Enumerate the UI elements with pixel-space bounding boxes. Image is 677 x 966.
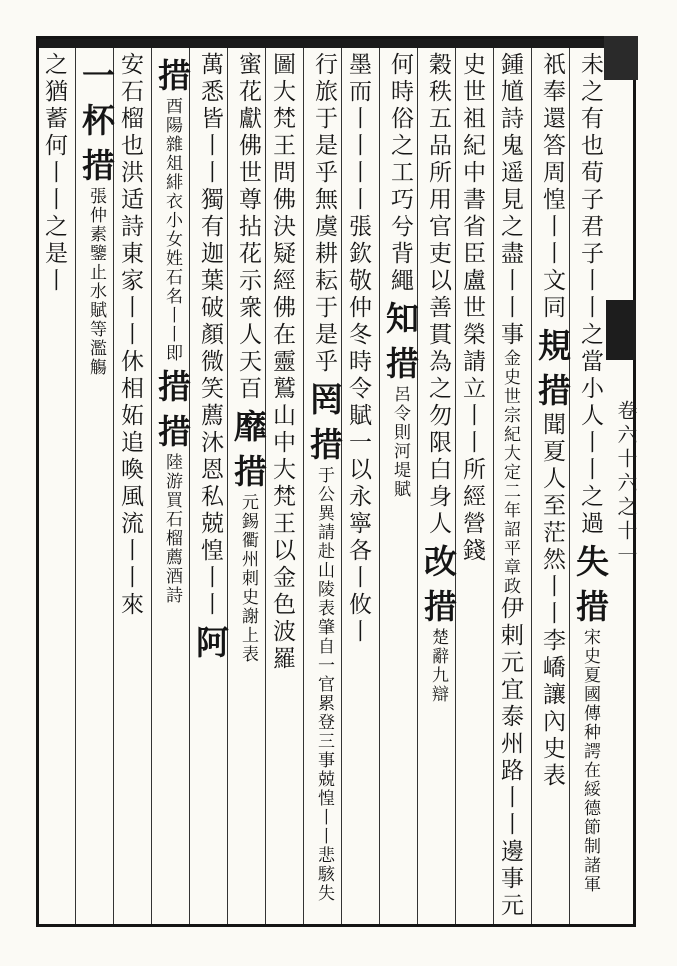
headword-char: 知 [381, 301, 420, 334]
column-text: 鍾馗詩鬼遥見之盡丨丨 [497, 52, 523, 322]
text-column-4 [460, 52, 483, 565]
column-text: 元錫衢州刺史謝上表 [238, 493, 258, 664]
column-divider [303, 48, 304, 924]
column-text: 事 [497, 322, 523, 349]
text-column-3 [498, 52, 521, 920]
column-text: 墨而丨丨 [345, 52, 371, 160]
column-text: 宋史夏國傳种諤在綏德節制諸軍 [580, 628, 600, 894]
column-text: 薦沐恩私兢惶丨丨 [197, 403, 223, 619]
headword-char: 措 [533, 373, 572, 406]
headword-char: 措 [153, 369, 192, 402]
text-column-9 [270, 52, 293, 673]
margin-band [604, 36, 638, 80]
column-text: 金史世宗紀大定二年詔平章政 [500, 349, 520, 596]
headword-char: 措 [229, 454, 268, 487]
column-text: 丨之當小人丨丨之過 [577, 295, 603, 538]
column-text: 伊剌元宜泰州路丨丨邊事元 [497, 596, 523, 920]
headword-char: 杯 [77, 103, 116, 136]
text-column-5 [419, 52, 458, 704]
headword-char: 靡 [229, 409, 268, 442]
column-text: 楚辭九辯 [428, 628, 448, 704]
column-divider [569, 48, 570, 924]
text-column-8 [305, 52, 344, 903]
column-text: 張仲素鑒止水賦等濫觴 [86, 187, 106, 377]
fish-tail-mark [606, 300, 636, 360]
headword-char: 措 [381, 346, 420, 379]
column-text: 祇奉還答周惶丨丨文同 [539, 52, 565, 322]
headword-char: 措 [571, 589, 610, 622]
column-divider [417, 48, 418, 924]
column-text: 追喚風流丨丨來 [117, 430, 143, 619]
text-column-13 [118, 52, 141, 619]
column-text: 行旅于是乎無虞耕耘于是乎 [311, 52, 337, 376]
headword-char: 措 [419, 589, 458, 622]
text-column-11 [191, 52, 230, 664]
column-text: 呂令則河堤賦 [390, 385, 410, 499]
column-divider [379, 48, 380, 924]
column-divider [455, 48, 456, 924]
column-divider [151, 48, 152, 924]
column-divider [531, 48, 532, 924]
headword-char: 措 [77, 148, 116, 181]
text-column-7 [346, 52, 369, 646]
text-column-12 [153, 52, 192, 605]
column-divider [75, 48, 76, 924]
column-text: 萬悉皆丨丨獨有迦葉破顏微笑 [197, 52, 223, 403]
column-text: 蜜花獻佛世尊拈花示衆人天百 [235, 52, 261, 403]
text-column-6 [381, 52, 420, 499]
headword-char: 規 [533, 328, 572, 361]
headword-char: 措 [153, 58, 192, 91]
text-column-10 [229, 52, 268, 664]
column-divider [341, 48, 342, 924]
text-column-1 [571, 52, 610, 894]
column-divider [493, 48, 494, 924]
text-column-14 [77, 52, 116, 377]
column-text: 酉陽雜俎緋衣小女姓石名丨丨即 [162, 97, 182, 363]
margin-title: 卷六十六之十一 [614, 400, 638, 568]
column-text: 陸游買石榴薦酒詩 [162, 453, 182, 605]
column-text: 穀秩五品所用官吏以善貫為之勿限白身人 [425, 52, 451, 538]
column-text: 何時俗之工巧兮背繩 [387, 52, 413, 295]
headword-char: 失 [571, 544, 610, 577]
headword-char: 罔 [305, 382, 344, 415]
headword-char: 措 [153, 414, 192, 447]
text-column-15 [42, 52, 65, 295]
headword-char: 改 [419, 544, 458, 577]
headword-char: 措 [305, 427, 344, 460]
column-text: 丨丨張欽敬仲冬時令賦一以永寧各丨攸丨 [345, 160, 371, 646]
column-text: 安石榴也洪适詩東家丨丨休相妬 [117, 52, 143, 430]
headword-char: 阿 [191, 625, 230, 658]
headword-char: 一 [77, 58, 116, 91]
column-divider [227, 48, 228, 924]
column-divider [189, 48, 190, 924]
column-text: 于公異請赴山陵表肇自一官累登三事兢惶丨丨悲駭失 [314, 466, 334, 903]
text-column-2 [533, 52, 572, 790]
column-text: 之猶蓄何丨丨之是丨 [41, 52, 67, 295]
column-text: 聞夏人至茫然丨丨李嶠讓內史表 [539, 412, 565, 790]
column-text: 未之有也荀子君子丨 [577, 52, 603, 295]
column-text: 圖大梵王問佛決疑經佛在靈鷲山中大梵王以金色波羅 [269, 52, 295, 673]
column-text: 史世祖紀中書省臣盧世榮請立丨丨所經營錢 [459, 52, 485, 565]
